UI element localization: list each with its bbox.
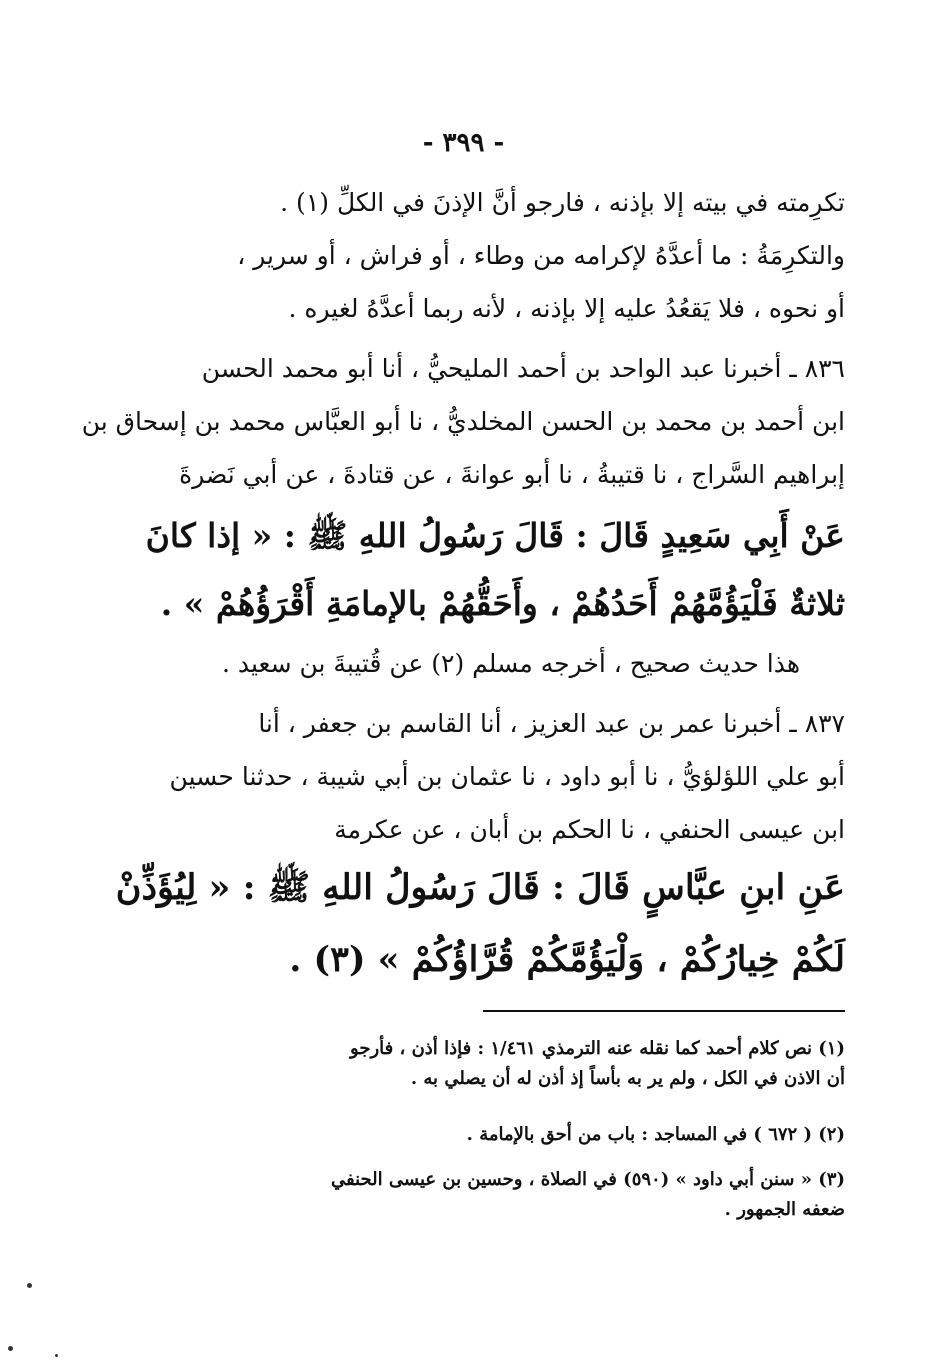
isnad-837 bbox=[169, 697, 845, 856]
text-line: والتكرِمَةُ : ما أعدَّهُ لإكرامه من وطاء ، أو فراش ، أو سرير ، bbox=[237, 241, 845, 270]
hadith-line: ثلاثةٌ فَلْيَؤُمَّهُمْ أَحَدُهُمْ ، وأَحَقُّهُمْ بالإمامَةِ أَقْرَؤُهُمْ » . bbox=[160, 584, 845, 623]
text-line: تكرِمته في بيته إلا بإذنه ، فارجو أنَّ الإذنَ في الكلِّ (١) . bbox=[280, 188, 845, 217]
hadith-line: عَنِ ابنِ عبَّاسٍ قَالَ : قَالَ رَسُولُ اللهِ ﷺ : « لِيُؤَذِّنْ bbox=[115, 867, 845, 908]
text-line: ابن أحمد بن محمد بن الحسن المخلديُّ ، نا أبو العبَّاس محمد بن إسحاق بن bbox=[81, 407, 845, 436]
page-number: - ٣٩٩ - bbox=[422, 128, 505, 158]
text-line: ٨٣٦ ـ أخبرنا عبد الواحد بن أحمد المليحيُّ ، أنا أبو محمد الحسن bbox=[201, 354, 845, 383]
intro-paragraph bbox=[185, 176, 845, 335]
text-line: أبو علي اللؤلؤيُّ ، نا أبو داود ، نا عثمان بن أبي شيبة ، حدثنا حسين bbox=[169, 762, 845, 791]
footnote-2 bbox=[185, 1120, 845, 1150]
footnote-3 bbox=[185, 1165, 845, 1225]
text-line: ٨٣٧ ـ أخبرنا عمر بن عبد العزيز ، أنا القاسم بن جعفر ، أنا bbox=[258, 709, 845, 738]
isnad-836 bbox=[81, 342, 845, 501]
text-line: أو نحوه ، فلا يَقعُدُ عليه إلا بإذنه ، لأنه ربما أعدَّهُ لغيره . bbox=[288, 294, 845, 323]
hadith-line: لَكُمْ خِيارُكُمْ ، وَلْيَؤُمَّكُمْ قُرَّاؤُكُمْ » (٣) . bbox=[289, 939, 845, 980]
footnote-line: (٣) « سنن أبي داود » (٥٩٠) في الصلاة ، وحسين بن عيسى الحنفي bbox=[331, 1169, 845, 1190]
footnote-line: أن الاذن في الكل ، ولم ير به بأساً إذ أذن له أن يصلي به . bbox=[410, 1068, 845, 1089]
hadith-836 bbox=[145, 502, 845, 638]
text-line: هذا حديث صحيح ، أخرجه مسلم (٢) عن قُتيبةَ بن سعيد . bbox=[221, 649, 800, 678]
footnote-line: (٢) ( ٦٧٢ ) في المساجد : باب من أحق بالإمامة . bbox=[466, 1124, 845, 1145]
scan-speck bbox=[8, 1346, 13, 1351]
hadith-837 bbox=[115, 852, 845, 996]
text-line: ابن عيسى الحنفي ، نا الحكم بن أبان ، عن عكرمة bbox=[334, 815, 845, 844]
hadith-line: عَنْ أَبِي سَعِيدٍ قَالَ : قَالَ رَسُولُ اللهِ ﷺ : « إذا كانَ bbox=[145, 516, 845, 555]
footnote-line: ضعفه الجمهور . bbox=[724, 1199, 845, 1220]
scan-speck bbox=[55, 1354, 58, 1357]
footnote-separator bbox=[483, 1010, 845, 1012]
footnote-line: (١) نص كلام أحمد كما نقله عنه الترمذي ١/٤٦١ : فإذا أذن ، فأرجو bbox=[350, 1038, 845, 1059]
takhrij-836 bbox=[221, 637, 800, 690]
text-line: إبراهيم السَّراج ، نا قتيبةُ ، نا أبو عوانةَ ، عن قتادةَ ، عن أبي نَضرةَ bbox=[179, 460, 845, 489]
footnote-1 bbox=[185, 1034, 845, 1094]
scan-speck bbox=[27, 1283, 32, 1288]
